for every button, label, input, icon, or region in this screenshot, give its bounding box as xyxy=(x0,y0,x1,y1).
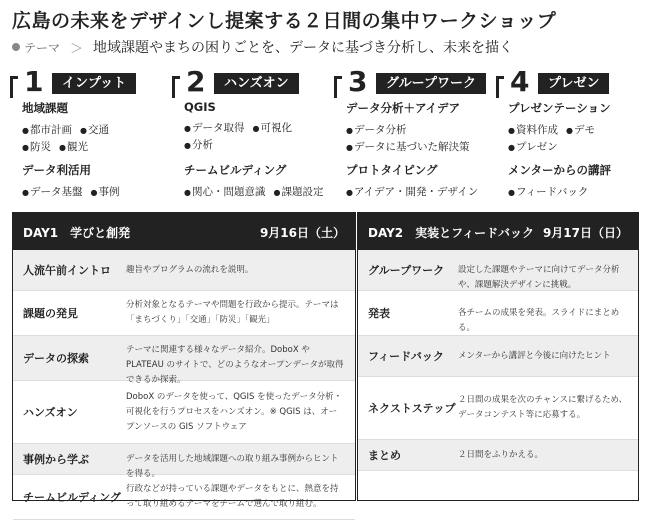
schedule-desc: DoboX のデータを使って、QGIS を使ったデータ分析・可視化を行うプロセスをハンズオン。※ QGIS は、オープンソースの GIS ソフトウェア xyxy=(126,392,343,432)
stage-block xyxy=(22,162,127,201)
bullet-row xyxy=(184,137,300,154)
bullet-row xyxy=(346,139,477,156)
bullet-row xyxy=(508,184,611,201)
bullet-item: ● 都市計画 xyxy=(22,124,72,136)
block-title: データ利活用 xyxy=(22,163,91,177)
bullet-item: ● 資料作成 xyxy=(508,124,558,136)
bullet-item: ● フィードバック xyxy=(508,186,588,198)
schedule-row xyxy=(358,336,638,377)
bracket-icon xyxy=(10,76,18,98)
schedule-label: 課題の発見 xyxy=(23,307,78,320)
bullet-dot-icon xyxy=(12,43,20,51)
schedule-label: フィードバック xyxy=(368,350,444,363)
stage-header xyxy=(172,65,324,98)
bullet-item: ● 分析 xyxy=(184,139,213,151)
bullet-item: ● データ取得 xyxy=(184,122,244,134)
bullet-item: ● 課題設定 xyxy=(273,186,323,198)
schedule-desc: メンターから講評と今後に向けたヒント xyxy=(458,351,611,361)
bullet-row xyxy=(22,122,117,139)
schedule-row xyxy=(358,440,638,471)
schedule-row xyxy=(13,475,355,520)
bullet-list xyxy=(184,184,331,201)
stage-2 xyxy=(172,65,324,198)
stage-number: 2 xyxy=(186,65,206,98)
stage-block xyxy=(22,100,117,156)
stage-label: インプット xyxy=(52,73,136,94)
day2-title: DAY2 実装とフィードバック xyxy=(368,226,534,240)
schedule-desc: 行政などが持っている課題やデータをもとに、熱意を持って取り組めるテーマをチームで選んで取り組む。 xyxy=(126,484,339,509)
bullet-row xyxy=(346,184,486,201)
schedule-desc: 各チームの成果を発表。スライドにまとめる。 xyxy=(458,308,620,333)
stage-block xyxy=(346,162,486,201)
schedule-label: 事例から学ぶ xyxy=(23,453,89,466)
bullet-row xyxy=(22,184,127,201)
stage-4 xyxy=(496,65,648,198)
bullet-row xyxy=(184,120,300,137)
bullet-list xyxy=(22,184,127,201)
chevron-right-icon: ＞ xyxy=(70,41,84,57)
schedule-desc: 設定した課題やテーマに向けてデータ分析や、課題解決デザインに挑戦。 xyxy=(458,265,620,290)
schedule-label: 発表 xyxy=(368,307,390,320)
bullet-row xyxy=(184,184,331,201)
bracket-icon xyxy=(496,76,504,98)
bullet-list xyxy=(508,184,611,201)
bullet-list xyxy=(22,122,117,156)
stage-label: プレゼン xyxy=(538,73,609,94)
block-title: QGIS xyxy=(184,100,216,114)
schedule-row xyxy=(358,291,638,336)
bullet-list xyxy=(508,122,611,156)
schedule-label: まとめ xyxy=(368,449,401,462)
schedule-desc: テーマに関連する様々なデータ紹介。DoboX や PLATEAU のサイトで、どのようなオープンデータが取得できるか探索。 xyxy=(126,345,344,385)
schedule-desc: ２日間の成果を次のチャンスに繋げるため、データコンテスト等に応募する。 xyxy=(458,395,628,420)
schedule-desc: ２日間をふりかえる。 xyxy=(458,450,544,460)
block-title: チームビルディング xyxy=(184,163,287,177)
schedule-row xyxy=(13,381,355,444)
theme-row xyxy=(12,37,513,57)
stage-label: グループワーク xyxy=(376,73,486,94)
day2-header xyxy=(358,213,638,250)
bullet-item: ● 交通 xyxy=(80,124,109,136)
schedule-label: ハンズオン xyxy=(23,406,78,419)
schedule-label: データの探索 xyxy=(23,352,89,365)
bullet-item: ● 可視化 xyxy=(252,122,291,134)
bullet-row xyxy=(346,122,477,139)
block-title: 地域課題 xyxy=(22,101,68,115)
stage-header xyxy=(334,65,486,98)
bullet-list xyxy=(346,184,486,201)
schedule-row xyxy=(358,250,638,291)
bullet-item: ● 関心・問題意識 xyxy=(184,186,265,198)
schedule-row xyxy=(13,250,355,291)
bracket-icon xyxy=(172,76,180,98)
bullet-item: ● データに基づいた解決策 xyxy=(346,141,469,153)
bullet-row xyxy=(508,139,611,156)
stage-block xyxy=(184,100,300,154)
block-title: プロトタイピング xyxy=(346,163,438,177)
bullet-list xyxy=(346,122,477,156)
schedule-desc: 趣旨やプログラムの流れを説明。 xyxy=(126,265,254,275)
theme-text: 地域課題やまちの困りごとを、データに基づき分析し、未来を描く xyxy=(93,40,514,56)
day1-title: DAY1 学びと創発 xyxy=(23,226,131,240)
stage-number: 1 xyxy=(24,65,44,98)
stage-label: ハンズオン xyxy=(214,73,299,94)
bullet-item: ● データ基盤 xyxy=(22,186,82,198)
theme-tag: テーマ xyxy=(24,40,61,55)
schedule-desc: 分析対象となるテーマや問題を行政から提示。テーマは「まちづくり」「交通」「防災」「観光」 xyxy=(126,300,339,325)
schedule-row xyxy=(13,291,355,336)
bullet-item: ● アイデア・開発・デザイン xyxy=(346,186,478,198)
bullet-item: ● 事例 xyxy=(90,186,119,198)
stage-header xyxy=(496,65,648,98)
stage-block xyxy=(184,162,331,201)
day1-header xyxy=(13,213,355,250)
day1-date: 9月16日（土） xyxy=(259,226,345,240)
bullet-item: ● デモ xyxy=(566,124,595,136)
bullet-item: ● 防災 xyxy=(22,141,51,153)
block-title: データ分析＋アイデア xyxy=(346,101,460,115)
page-title: 広島の未来をデザインし提案する２日間の集中ワークショップ xyxy=(12,10,557,32)
stage-header xyxy=(10,65,162,98)
bullet-row xyxy=(22,139,117,156)
schedule-label: 人流午前イントロ xyxy=(23,264,111,277)
schedule-desc: データを活用した地域課題への取り組み事例からヒントを得る。 xyxy=(126,454,339,479)
schedule-row xyxy=(13,336,355,385)
bullet-item: ● 観光 xyxy=(59,141,88,153)
schedule-label: ネクストステップ xyxy=(368,402,456,415)
stage-number: 4 xyxy=(510,65,530,98)
stage-block xyxy=(346,100,477,156)
day2-schedule xyxy=(357,212,639,501)
schedule-row xyxy=(13,444,355,479)
stage-number: 3 xyxy=(348,65,368,98)
stage-block xyxy=(508,162,611,201)
schedule-row xyxy=(358,377,638,440)
stage-block xyxy=(508,100,611,156)
bullet-item: ● プレゼン xyxy=(508,141,558,153)
schedule-label: チームビルディング xyxy=(23,491,121,504)
bullet-item: ● データ分析 xyxy=(346,124,406,136)
day1-schedule xyxy=(12,212,356,509)
bracket-icon xyxy=(334,76,342,98)
schedule-label: グループワーク xyxy=(368,264,445,277)
day2-date: 9月17日（日） xyxy=(542,226,628,240)
stage-1 xyxy=(10,65,162,198)
block-title: メンターからの講評 xyxy=(508,163,612,177)
stage-3 xyxy=(334,65,486,198)
block-title: プレゼンテーション xyxy=(508,101,611,115)
bullet-list xyxy=(184,120,300,154)
bullet-row xyxy=(508,122,611,139)
